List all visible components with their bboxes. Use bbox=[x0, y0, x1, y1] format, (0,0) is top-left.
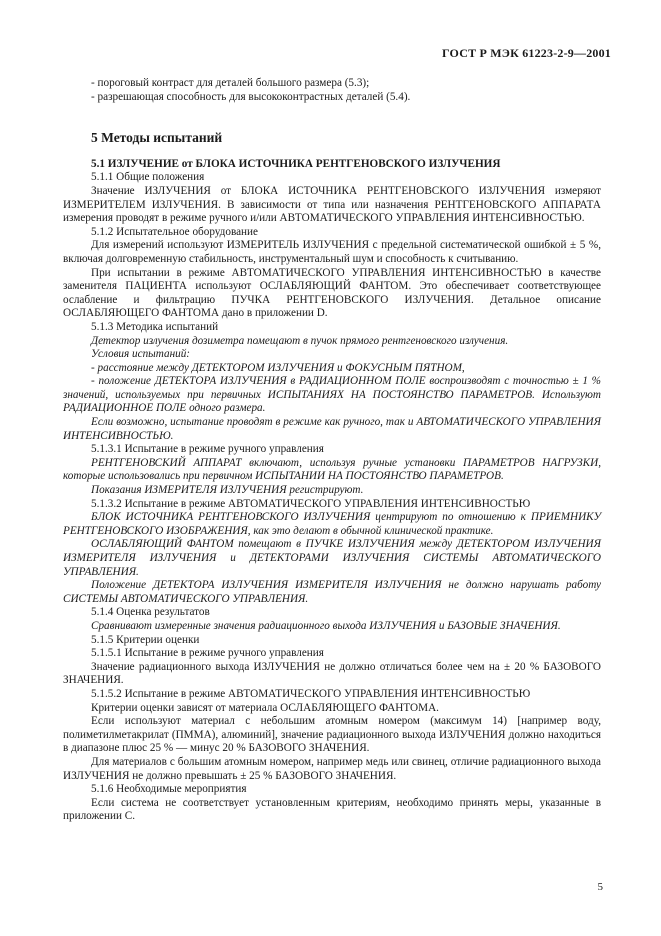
paragraph: При испытании в режиме АВТОМАТИЧЕСКОГО УПРАВЛЕНИЯ ИНТЕНСИВНОСТЬЮ в качестве заменителя ПАЦИЕНТА используют ОСЛАБЛЯЮЩИЙ ФАНТОМ. Это обеспечивает соответствующее ослабление и фильтрацию ПУЧКА РЕНТГЕНОВСКОГО ИЗЛУЧЕНИЯ. Детальное описание ОСЛАБЛЯЮЩЕГО ФАНТОМА дано в приложении D. bbox=[63, 266, 601, 320]
paragraph: ОСЛАБЛЯЮЩИЙ ФАНТОМ помещают в ПУЧКЕ ИЗЛУЧЕНИЯ между ДЕТЕКТОРОМ ИЗЛУЧЕНИЯ ИЗМЕРИТЕЛЯ ИЗЛУЧЕНИЯ и ДЕТЕКТОРАМИ ИЗЛУЧЕНИЯ СИСТЕМЫ АВТОМАТИЧЕСКОГО УПРАВЛЕНИЯ. bbox=[63, 538, 601, 578]
section-title: 5 Методы испытаний bbox=[91, 130, 223, 146]
paragraph: Если система не соответствует установленным критериям, необходимо принять меры, указанные в приложении С. bbox=[63, 796, 601, 823]
paragraph: Положение ДЕТЕКТОРА ИЗЛУЧЕНИЯ ИЗМЕРИТЕЛЯ ИЗЛУЧЕНИЯ не должно нарушать работу СИСТЕМЫ АВТОМАТИЧЕСКОГО УПРАВЛЕНИЯ. bbox=[63, 579, 601, 605]
paragraph: Показания ИЗМЕРИТЕЛЯ ИЗЛУЧЕНИЯ регистрируют. bbox=[91, 484, 364, 497]
page-number: 5 bbox=[597, 881, 603, 893]
clause-heading: 5.1.6 Необходимые мероприятия bbox=[91, 783, 247, 796]
paragraph: РЕНТГЕНОВСКИЙ АППАРАТ включают, используя ручные установки ПАРАМЕТРОВ НАГРУЗКИ, которые использовались при первичном ИСПЫТАНИИ НА ПОСТОЯНСТВО ПАРАМЕТРОВ. bbox=[63, 456, 601, 483]
clause-heading: 5.1.3.2 Испытание в режиме АВТОМАТИЧЕСКОГО УПРАВЛЕНИЯ ИНТЕНСИВНОСТЬЮ bbox=[91, 497, 531, 510]
list-item: - положение ДЕТЕКТОРА ИЗЛУЧЕНИЯ в РАДИАЦИОННОМ ПОЛЕ воспроизводят с точностью ± 1 % значений, используемых при первичных ИСПЫТАНИЯХ НА ПОСТОЯНСТВО ПАРАМЕТРОВ. Используют РАДИАЦИОННОЕ ПОЛЕ одного размера. bbox=[63, 375, 601, 415]
list-item: - расстояние между ДЕТЕКТОРОМ ИЗЛУЧЕНИЯ и ФОКУСНЫМ ПЯТНОМ, bbox=[91, 361, 465, 374]
paragraph: Для измерений используют ИЗМЕРИТЕЛЬ ИЗЛУЧЕНИЯ с предельной систематической ошибкой ± 5 %, включая долговременную стабильность, инструментальный шум и способность к считыванию. bbox=[63, 239, 601, 265]
clause-heading: 5.1.5.2 Испытание в режиме АВТОМАТИЧЕСКОГО УПРАВЛЕНИЯ ИНТЕНСИВНОСТЬЮ bbox=[91, 687, 531, 700]
document-header: ГОСТ Р МЭК 61223-2-9—2001 bbox=[442, 46, 611, 60]
clause-heading: 5.1.1 Общие положения bbox=[91, 171, 205, 184]
paragraph: Детектор излучения дозиметра помещают в пучок прямого рентгеновского излучения. bbox=[91, 334, 509, 347]
clause-heading: 5.1.3 Методика испытаний bbox=[91, 320, 219, 333]
paragraph: Для материалов с большим атомным номером, например медь или свинец, отличие радиационного выхода ИЗЛУЧЕНИЯ не должно превышать ± 25 % БАЗОВОГО ЗНАЧЕНИЯ. bbox=[63, 755, 601, 782]
clause-heading: 5.1.5 Критерии оценки bbox=[91, 633, 200, 646]
paragraph: Если возможно, испытание проводят в режиме как ручного, так и АВТОМАТИЧЕСКОГО УПРАВЛЕНИЯ ИНТЕНСИВНОСТЬЮ. bbox=[63, 416, 601, 442]
paragraph: БЛОК ИСТОЧНИКА РЕНТГЕНОВСКОГО ИЗЛУЧЕНИЯ центрируют по отношению к ПРИЕМНИКУ РЕНТГЕНОВСКОГО ИЗОБРАЖЕНИЯ, как это делают в обычной клинической практике. bbox=[63, 511, 601, 537]
subsection-title: 5.1 ИЗЛУЧЕНИЕ от БЛОКА ИСТОЧНИКА РЕНТГЕНОВСКОГО ИЗЛУЧЕНИЯ bbox=[91, 157, 501, 170]
paragraph: Условия испытаний: bbox=[91, 348, 191, 361]
paragraph: Значение ИЗЛУЧЕНИЯ от БЛОКА ИСТОЧНИКА РЕНТГЕНОВСКОГО ИЗЛУЧЕНИЯ измеряют ИЗМЕРИТЕЛЕМ ИЗЛУЧЕНИЯ. В зависимости от типа или назначения РЕНТГЕНОВСКОГО АППАРАТА измерения проводят в режиме ручного и/или АВТОМАТИЧЕСКОГО УПРАВЛЕНИЯ ИНТЕНСИВНОСТЬЮ. bbox=[63, 184, 601, 225]
clause-heading: 5.1.3.1 Испытание в режиме ручного управления bbox=[91, 443, 324, 456]
paragraph: Критерии оценки зависят от материала ОСЛАБЛЯЮЩЕГО ФАНТОМА. bbox=[91, 701, 439, 714]
paragraph: Сравнивают измеренные значения радиационного выхода ИЗЛУЧЕНИЯ и БАЗОВЫЕ ЗНАЧЕНИЯ. bbox=[91, 619, 561, 632]
clause-heading: 5.1.5.1 Испытание в режиме ручного управления bbox=[91, 647, 324, 660]
list-item: - разрешающая способность для высококонтрастных деталей (5.4). bbox=[91, 90, 411, 103]
list-item: - пороговый контраст для деталей большого размера (5.3); bbox=[91, 77, 370, 89]
clause-heading: 5.1.2 Испытательное оборудование bbox=[91, 225, 258, 238]
paragraph: Если используют материал с небольшим атомным номером (максимум 14) [например воду, полиметилметакрилат (ПММА), алюминий], значение радиационного выхода ИЗЛУЧЕНИЯ должно находиться в диапазоне плюс 25 % — минус 20 % БАЗОВОГО ЗНАЧЕНИЯ. bbox=[63, 715, 601, 755]
clause-heading: 5.1.4 Оценка результатов bbox=[91, 606, 210, 619]
page-content bbox=[63, 77, 601, 824]
paragraph: Значение радиационного выхода ИЗЛУЧЕНИЯ не должно отличаться более чем на ± 20 % БАЗОВОГО ЗНАЧЕНИЯ. bbox=[63, 660, 601, 687]
